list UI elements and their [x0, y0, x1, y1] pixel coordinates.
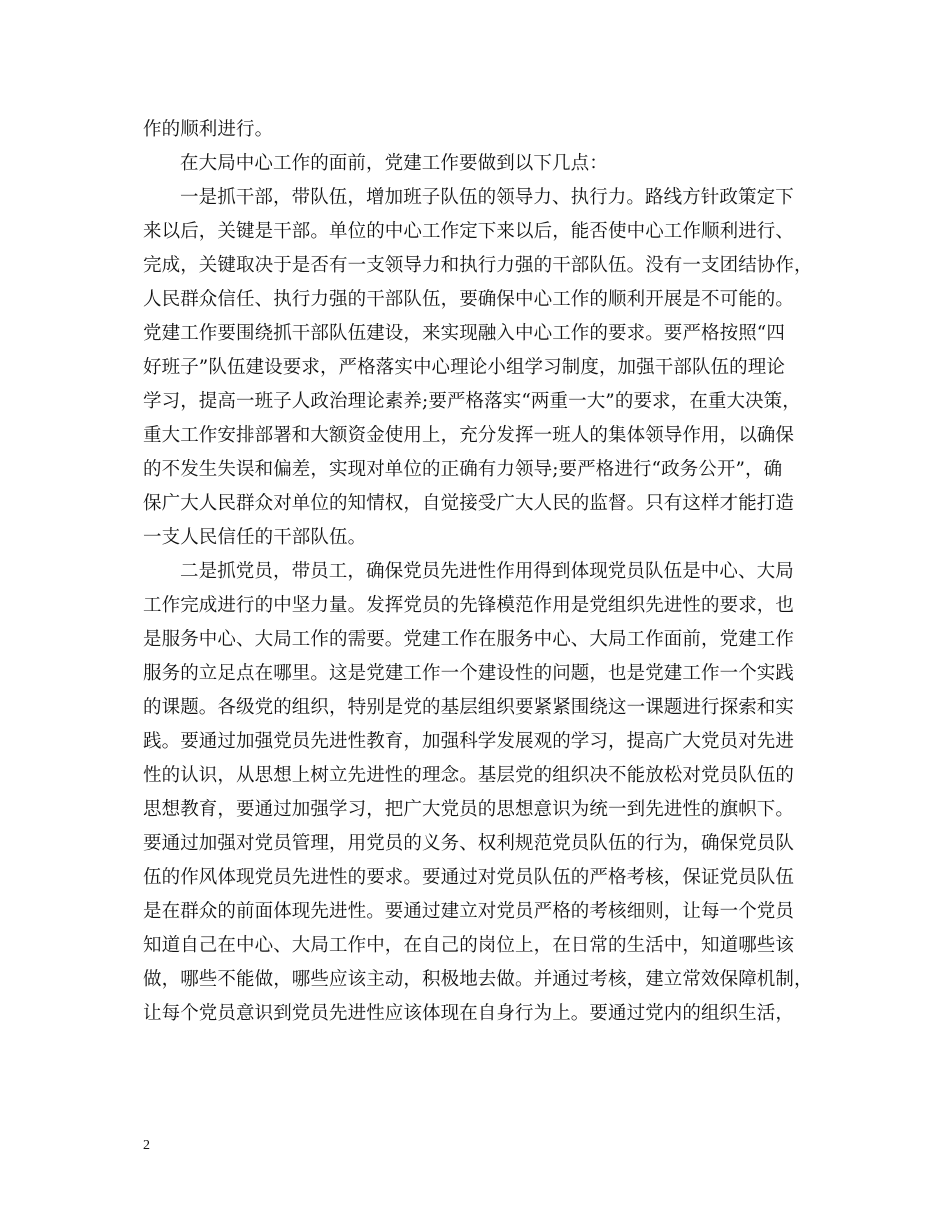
text-line: 是服务中心、大局工作的需要。党建工作在服务中心、大局工作面前，党建工作 [143, 629, 795, 650]
text-line: 人民群众信任、执行力强的干部队伍，要确保中心工作的顺利开展是不可能的。 [143, 289, 795, 310]
text-line: 党建工作要围绕抓干部队伍建设，来实现融入中心工作的要求。要严格按照“四 [143, 323, 785, 344]
text-line: 做，哪些不能做，哪些应该主动，积极地去做。并通过考核，建立常效保障机制， [143, 969, 813, 990]
text-line: 思想教育，要通过加强学习，把广大党员的思想意识为统一到先进性的旗帜下。 [143, 799, 795, 820]
text-line: 要通过加强对党员管理，用党员的义务、权利规范党员队伍的行为，确保党员队 [143, 833, 795, 854]
text-line: 服务的立足点在哪里。这是党建工作一个建设性的问题，也是党建工作一个实践 [143, 663, 795, 684]
text-line: 性的认识，从思想上树立先进性的理念。基层党的组织决不能放松对党员队伍的 [143, 765, 795, 786]
text-line: 践。要通过加强党员先进性教育，加强科学发展观的学习，提高广大党员对先进 [143, 731, 795, 752]
text-line: 作的顺利进行。 [143, 119, 274, 140]
text-line: 来以后，关键是干部。单位的中心工作定下来以后，能否使中心工作顺利进行、 [143, 221, 795, 242]
text-line: 一支人民信任的干部队伍。 [143, 527, 367, 548]
text-line: 的课题。各级党的组织，特别是党的基层组织要紧紧围绕这一课题进行探索和实 [143, 697, 795, 718]
text-line: 保广大人民群众对单位的知情权，自觉接受广大人民的监督。只有这样才能打造 [143, 493, 795, 514]
text-line: 让每个党员意识到党员先进性应该体现在自身行为上。要通过党内的组织生活， [143, 1003, 795, 1024]
page-number: 2 [143, 1138, 150, 1153]
text-line: 好班子”队伍建设要求，严格落实中心理论小组学习制度，加强干部队伍的理论 [143, 357, 785, 378]
text-line: 的不发生失误和偏差，实现对单位的正确有力领导;要严格进行“政务公开”，确 [143, 459, 783, 480]
text-line: 完成，关键取决于是否有一支领导力和执行力强的干部队伍。没有一支团结协作， [143, 255, 813, 276]
text-line: 在大局中心工作的面前，党建工作要做到以下几点： [180, 153, 608, 174]
text-line: 是在群众的前面体现先进性。要通过建立对党员严格的考核细则，让每一个党员 [143, 901, 795, 922]
text-line: 伍的作风体现党员先进性的要求。要通过对党员队伍的严格考核，保证党员队伍 [143, 867, 795, 888]
text-line: 一是抓干部，带队伍，增加班子队伍的领导力、执行力。路线方针政策定下 [180, 187, 794, 208]
text-line: 二是抓党员，带员工，确保党员先进性作用得到体现党员队伍是中心、大局 [180, 561, 794, 582]
text-line: 工作完成进行的中坚力量。发挥党员的先锋模范作用是党组织先进性的要求，也 [143, 595, 795, 616]
text-line: 知道自己在中心、大局工作中，在自己的岗位上，在日常的生活中，知道哪些该 [143, 935, 795, 956]
text-line: 重大工作安排部署和大额资金使用上，充分发挥一班人的集体领导作用，以确保 [143, 425, 795, 446]
text-line: 学习，提高一班子人政治理论素养;要严格落实“两重一大”的要求，在重大决策， [143, 391, 801, 412]
